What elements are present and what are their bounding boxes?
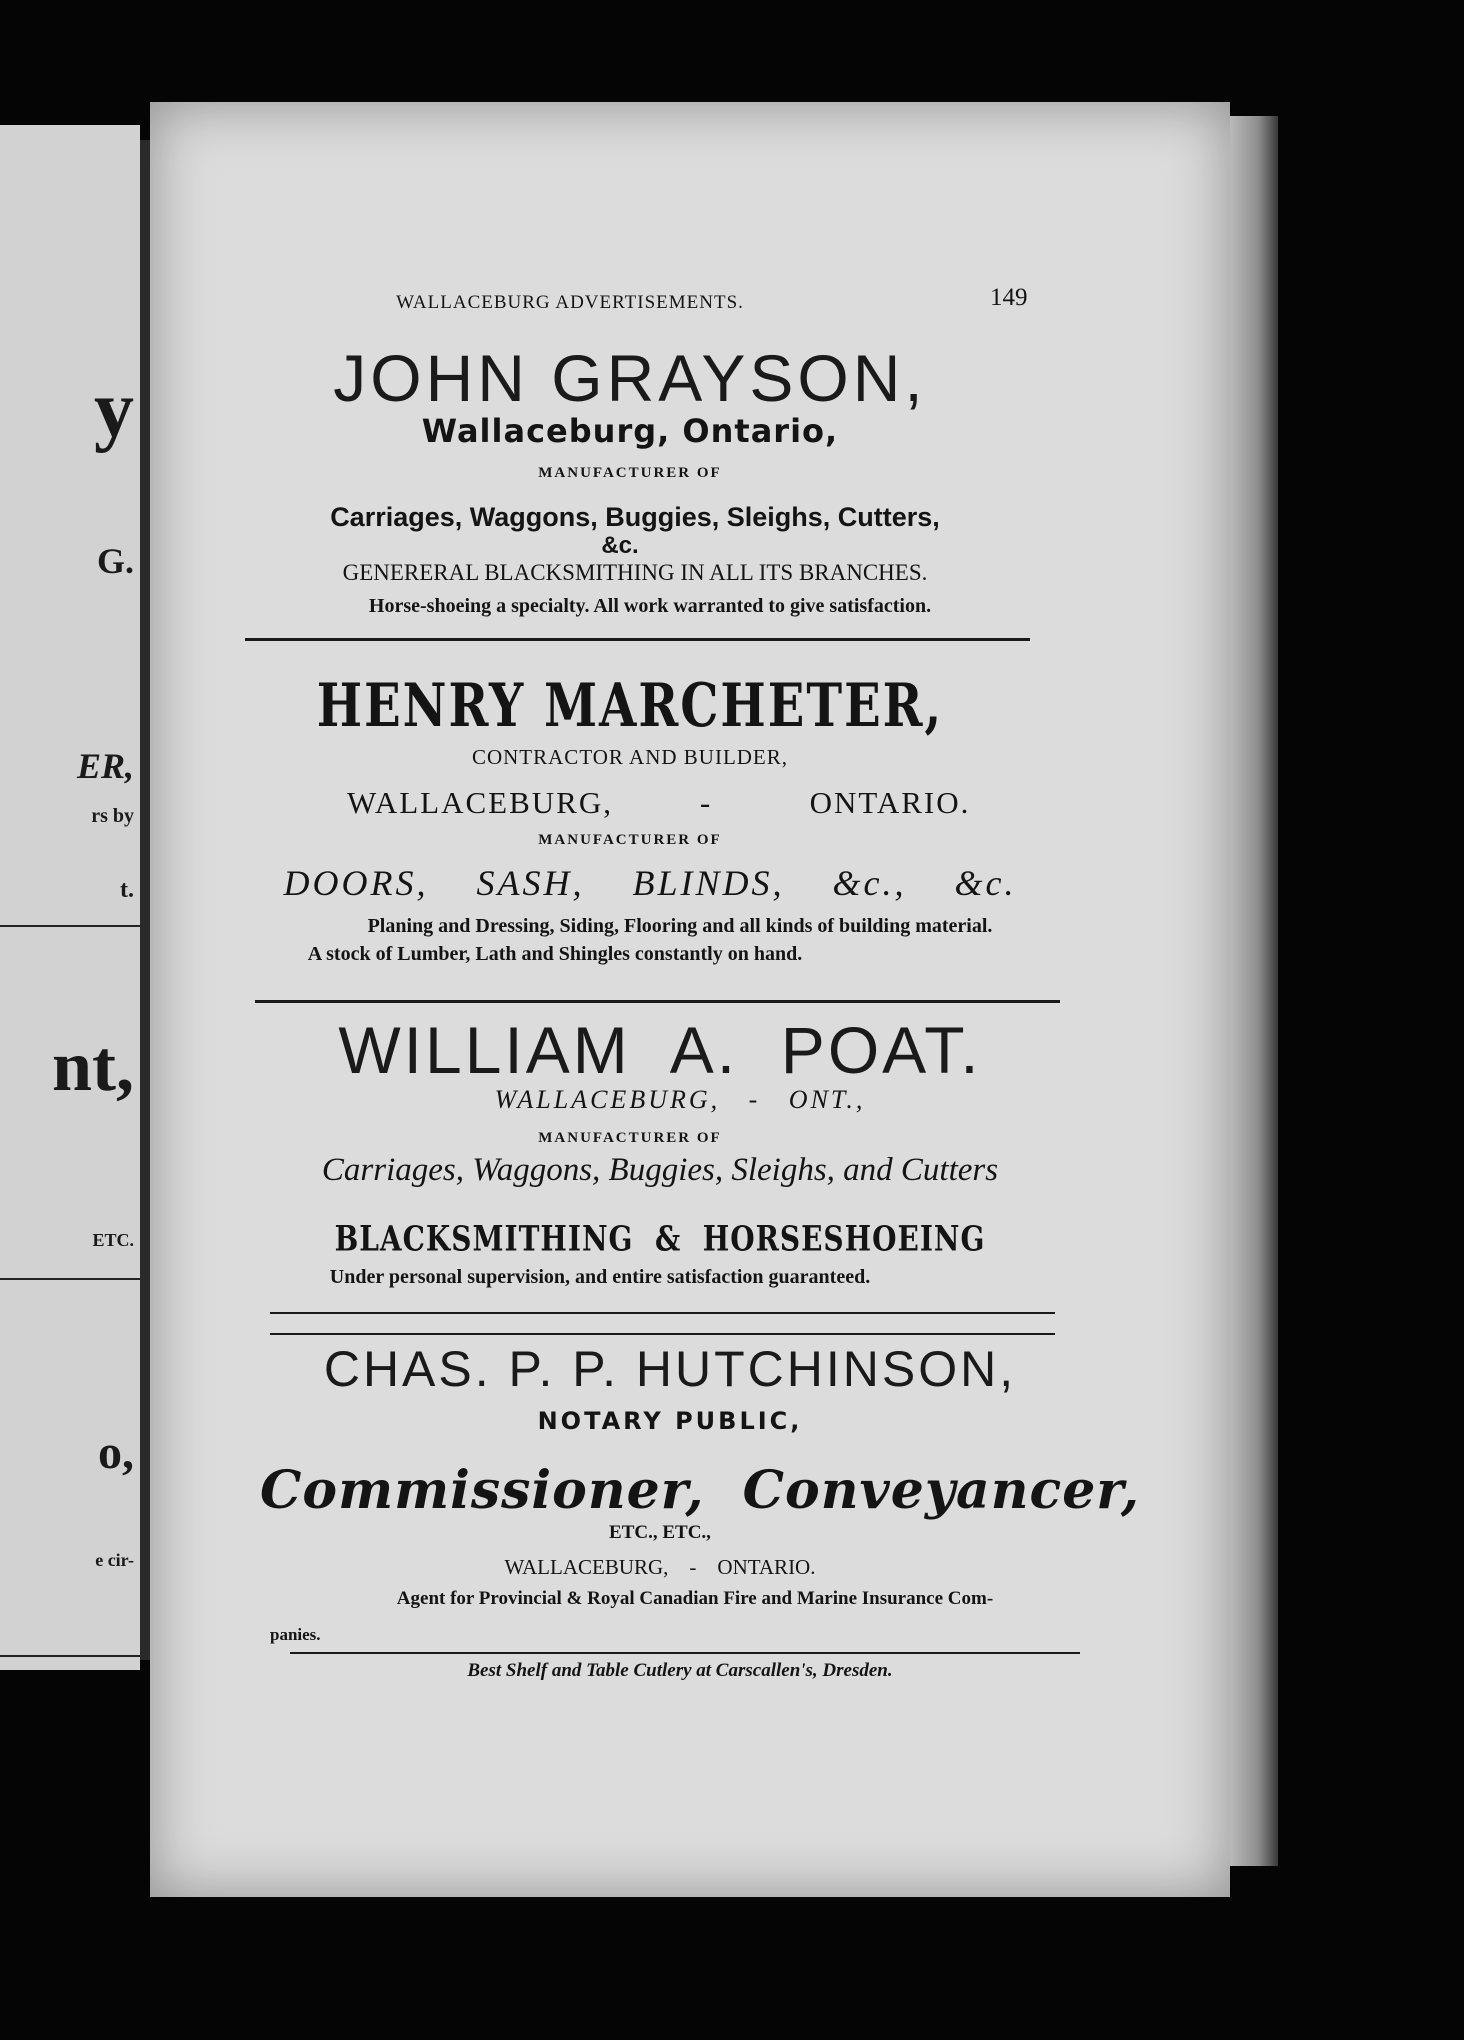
ad-marcheter-products: DOORS, SASH, BLINDS, &c., &c. <box>283 863 1017 903</box>
ad-hutchinson-name: CHAS. P. P. HUTCHINSON, <box>323 1341 1017 1397</box>
ad-poat-role: MANUFACTURER OF <box>538 1130 722 1146</box>
left-fragment: nt, <box>51 1026 134 1106</box>
ad-marcheter-line2: A stock of Lumber, Lath and Shingles constantly on hand. <box>307 943 803 965</box>
ad-poat-location: WALLACEBURG, - ONT., <box>494 1085 866 1114</box>
left-fragment: ER, <box>76 746 134 786</box>
ad-marcheter-role: MANUFACTURER OF <box>538 832 722 848</box>
left-fragment: G. <box>96 541 134 581</box>
left-fragment: e cir- <box>95 1550 134 1570</box>
ad-poat-line1: Under personal supervision, and entire satisfaction guaranteed. <box>329 1266 871 1288</box>
ad-poat-service: BLACKSMITHING & HORSESHOEING <box>334 1217 986 1260</box>
divider <box>270 1312 1055 1314</box>
left-fragment: y <box>94 366 134 454</box>
divider <box>290 1652 1080 1654</box>
divider <box>270 1333 1055 1335</box>
left-fragment: o, <box>98 1426 134 1479</box>
left-facing-page <box>0 125 140 1670</box>
left-fragment: rs by <box>91 805 134 827</box>
ad-hutchinson-location: WALLACEBURG, - ONTARIO. <box>504 1555 816 1579</box>
ad-grayson-products-etc: &c. <box>601 532 639 559</box>
footer-advert: Best Shelf and Table Cutlery at Carscallen's, Dresden. <box>467 1660 893 1681</box>
ad-hutchinson-line2: panies. <box>270 1625 321 1644</box>
ad-grayson-line2: Horse-shoeing a specialty. All work warranted to give satisfaction. <box>368 595 932 617</box>
left-rule <box>0 1278 140 1280</box>
ad-marcheter-dash: - <box>699 785 711 820</box>
page-number: 149 <box>990 284 1028 311</box>
ad-grayson-role: MANUFACTURER OF <box>538 465 722 481</box>
ad-marcheter-location-province: ONTARIO. <box>809 785 971 820</box>
ad-grayson-name: JOHN GRAYSON, <box>333 341 927 415</box>
ad-grayson-line1: GENERERAL BLACKSMITHING IN ALL ITS BRANCHES. <box>342 560 928 585</box>
page-edge <box>1228 116 1278 1866</box>
divider <box>255 1000 1060 1003</box>
ad-marcheter-line1: Planing and Dressing, Siding, Flooring and all kinds of building material. <box>367 915 993 937</box>
left-fragment: t. <box>120 877 134 903</box>
ad-marcheter-name: HENRY MARCHETER, <box>316 671 944 741</box>
ad-hutchinson-line1: Agent for Provincial & Royal Canadian Fire and Marine Insurance Com- <box>396 1588 994 1609</box>
ad-poat-name: WILLIAM A. POAT. <box>338 1013 982 1087</box>
ad-grayson-products: Carriages, Waggons, Buggies, Sleighs, Cutters, <box>330 502 940 532</box>
left-fragment: ETC. <box>92 1230 134 1250</box>
ad-marcheter-location: WALLACEBURG, <box>347 785 613 820</box>
left-rule <box>0 1655 140 1657</box>
ad-poat-products: Carriages, Waggons, Buggies, Sleighs, and Cutters <box>321 1152 999 1188</box>
ad-hutchinson-etc: ETC., ETC., <box>609 1522 711 1543</box>
ad-hutchinson-role: Commissioner, Conveyancer, <box>260 1460 1141 1521</box>
left-rule <box>0 925 140 927</box>
running-head: WALLACEBURG ADVERTISEMENTS. <box>396 292 744 313</box>
ad-marcheter-subtitle: CONTRACTOR AND BUILDER, <box>471 745 789 769</box>
ad-hutchinson-title: NOTARY PUBLIC, <box>537 1407 803 1435</box>
ad-grayson-location: Wallaceburg, Ontario, <box>421 412 839 450</box>
divider <box>245 638 1030 641</box>
